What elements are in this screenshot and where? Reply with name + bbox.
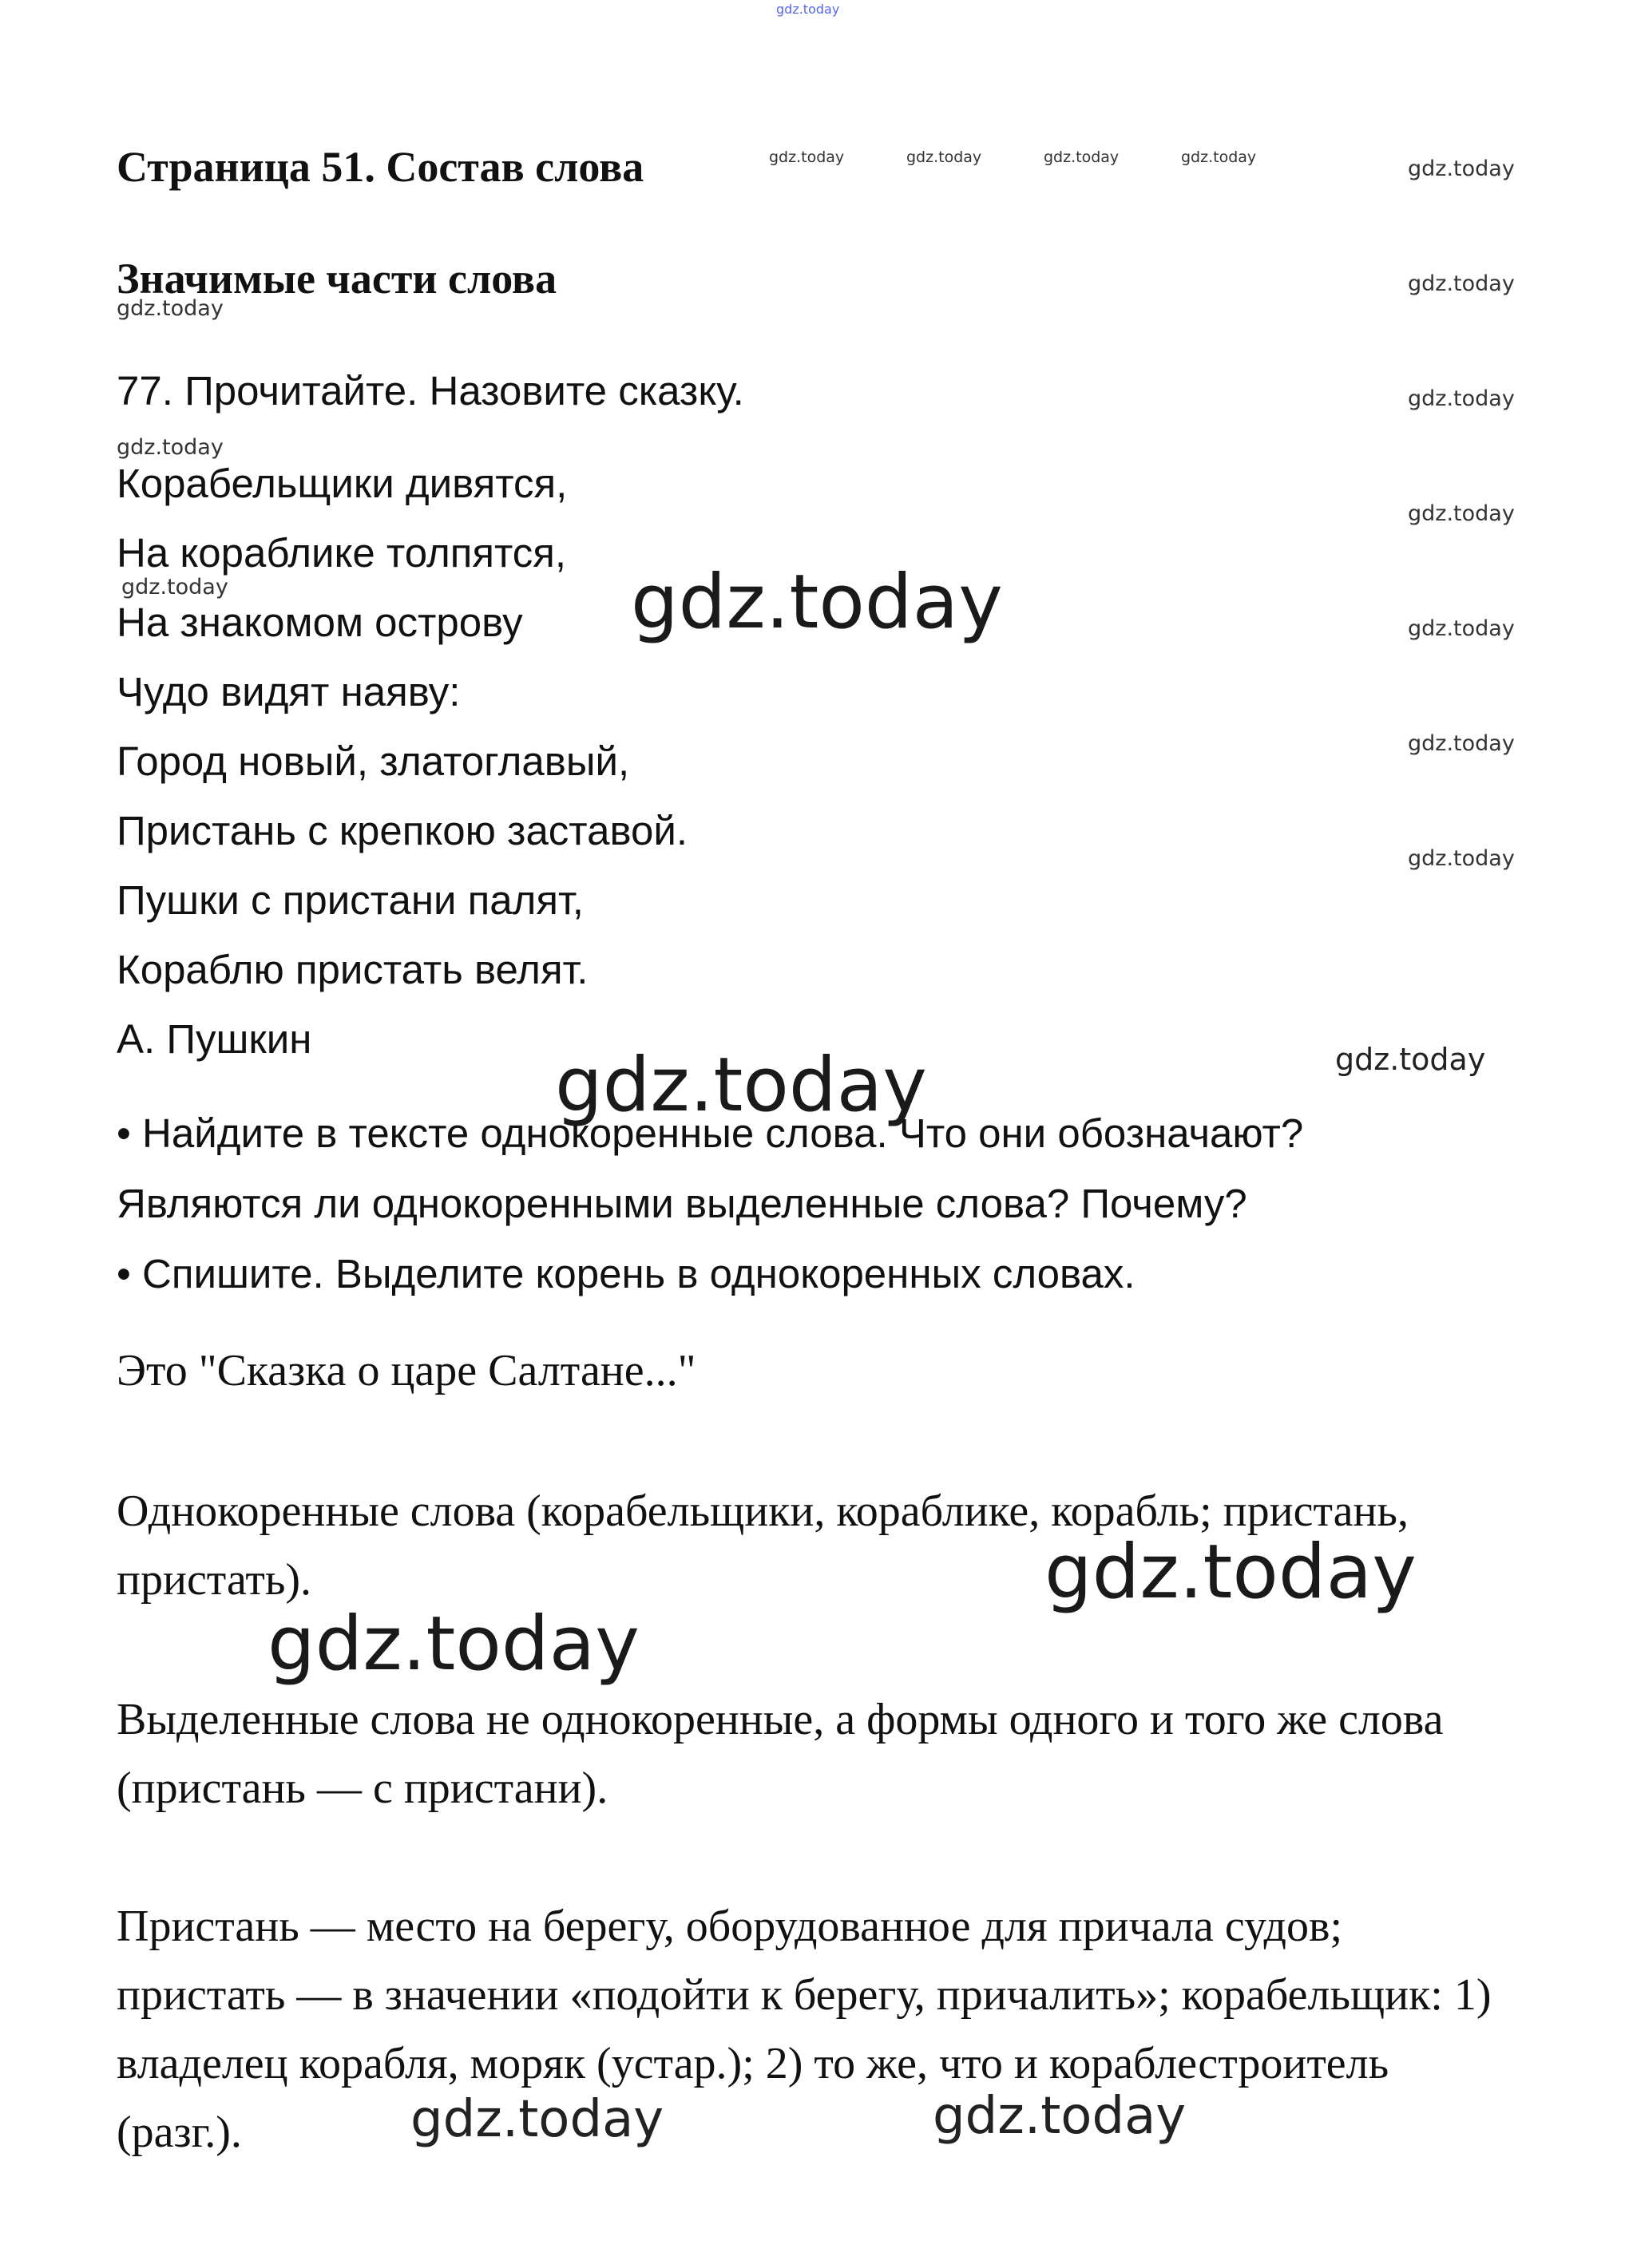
answer-paragraph: Пристань — место на берегу, оборудованное для причала судов; пристать — в значении «подойти к берегу, причалить»; корабельщик: 1) владелец корабля, моряк (устар.); 2) то же, что и кораблестроитель (разг.). [117, 1902, 1492, 2157]
poem-line: Чудо видят наяву: [117, 669, 461, 714]
watermark: gdz.today [117, 296, 224, 321]
question: • Спишите. Выделите корень в однокоренных словах. [117, 1251, 1136, 1296]
poem-line: Город новый, златоглавый, [117, 738, 630, 784]
watermark: gdz.today [769, 148, 845, 166]
poem-author: А. Пушкин [117, 1016, 312, 1062]
watermark-large: gdz.today [631, 559, 1003, 646]
poem-line: На кораблике толпятся, [117, 530, 567, 576]
answer-paragraph: Это "Сказка о царе Салтане..." [117, 1346, 696, 1395]
poem-line: Кораблю пристать велят. [117, 947, 589, 992]
poem-line: Пушки с пристани палят, [117, 877, 584, 923]
watermark: gdz.today [1408, 156, 1515, 181]
question: • Найдите в тексте однокоренные слова. Что они обозначают? [117, 1110, 1304, 1156]
poem-line: На знакомом острову [117, 600, 523, 645]
watermark: gdz.today [1044, 148, 1120, 166]
question: Являются ли однокоренными выделенные слова? Почему? [117, 1181, 1247, 1226]
watermark: gdz.today [1408, 501, 1515, 526]
watermark: gdz.today [1408, 386, 1515, 411]
section-heading: Значимые части слова [117, 255, 557, 303]
poem [117, 460, 688, 1015]
answer-paragraph: Выделенные слова не однокоренные, а формы одного и того же слова (пристань — с пристани). [117, 1695, 1444, 1813]
page-heading: Страница 51. Состав слова [117, 143, 644, 191]
watermark-top: gdz.today [776, 2, 840, 17]
watermark: gdz.today [933, 2087, 1187, 2146]
watermark: gdz.today [1408, 731, 1515, 756]
poem-line: Пристань с крепкою заставой. [117, 808, 688, 853]
watermark: gdz.today [906, 148, 982, 166]
watermark: gdz.today [121, 575, 228, 600]
task-title: 77. Прочитайте. Назовите сказку. [117, 368, 744, 414]
watermark: gdz.today [117, 435, 224, 460]
watermark: gdz.today [1181, 148, 1257, 166]
watermark-large: gdz.today [1044, 1529, 1417, 1616]
watermark: gdz.today [1335, 1042, 1486, 1077]
watermark: gdz.today [410, 2090, 664, 2149]
watermark-large: gdz.today [555, 1042, 927, 1129]
watermark-large: gdz.today [268, 1601, 640, 1688]
answer-paragraph: Однокоренные слова (корабельщики, кораблике, корабль; пристань, пристать). [117, 1486, 1409, 1605]
watermark: gdz.today [1408, 271, 1515, 296]
watermark: gdz.today [1408, 846, 1515, 871]
poem-line: Корабельщики дивятся, [117, 461, 568, 506]
watermark: gdz.today [1408, 616, 1515, 641]
